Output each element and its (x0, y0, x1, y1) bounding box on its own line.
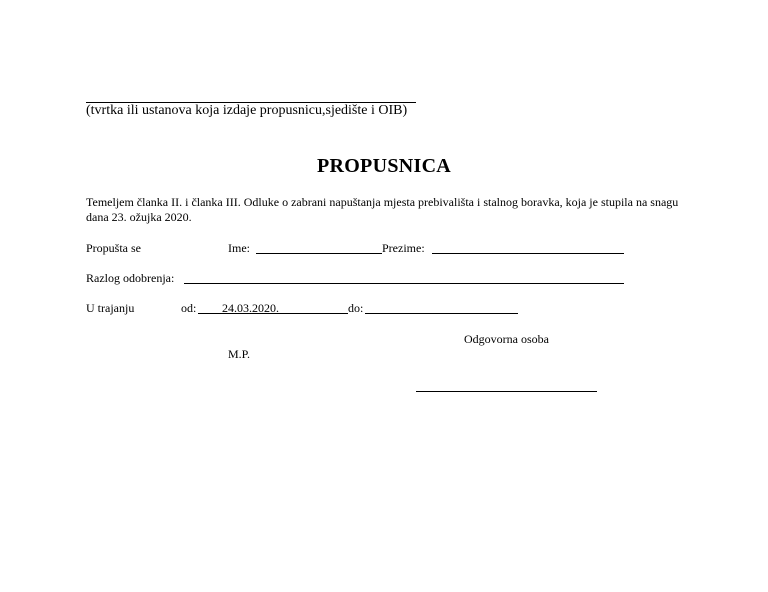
ime-label: Ime: (228, 241, 250, 255)
signature-line[interactable] (416, 391, 597, 392)
document-title: PROPUSNICA (316, 155, 452, 177)
do-label: do: (348, 301, 364, 315)
od-label: od: (181, 301, 197, 315)
prezime-label: Prezime: (382, 241, 425, 255)
razlog-label: Razlog odobrenja: (86, 271, 175, 285)
prezime-field-line[interactable] (432, 253, 624, 254)
company-caption: (tvrtka ili ustanova koja izdaje propusnicu,sjedište i OIB) (86, 103, 408, 118)
trajanje-label: U trajanju (86, 301, 135, 315)
intro-paragraph: Temeljem članka II. i članka III. Odluke o zabrani napuštanja mjesta prebivališta i stalnog boravka, koja je stupila na snagu dana 23. ožujka 2020. (86, 195, 679, 224)
ime-field-line[interactable] (256, 253, 382, 254)
od-value: 24.03.2020. (222, 301, 279, 315)
stamp-label: M.P. (228, 347, 251, 361)
propusta-label: Propušta se (86, 241, 141, 255)
responsible-person-label: Odgovorna osoba (464, 332, 549, 346)
razlog-field-line[interactable] (184, 283, 624, 284)
do-field-line[interactable] (365, 313, 518, 314)
